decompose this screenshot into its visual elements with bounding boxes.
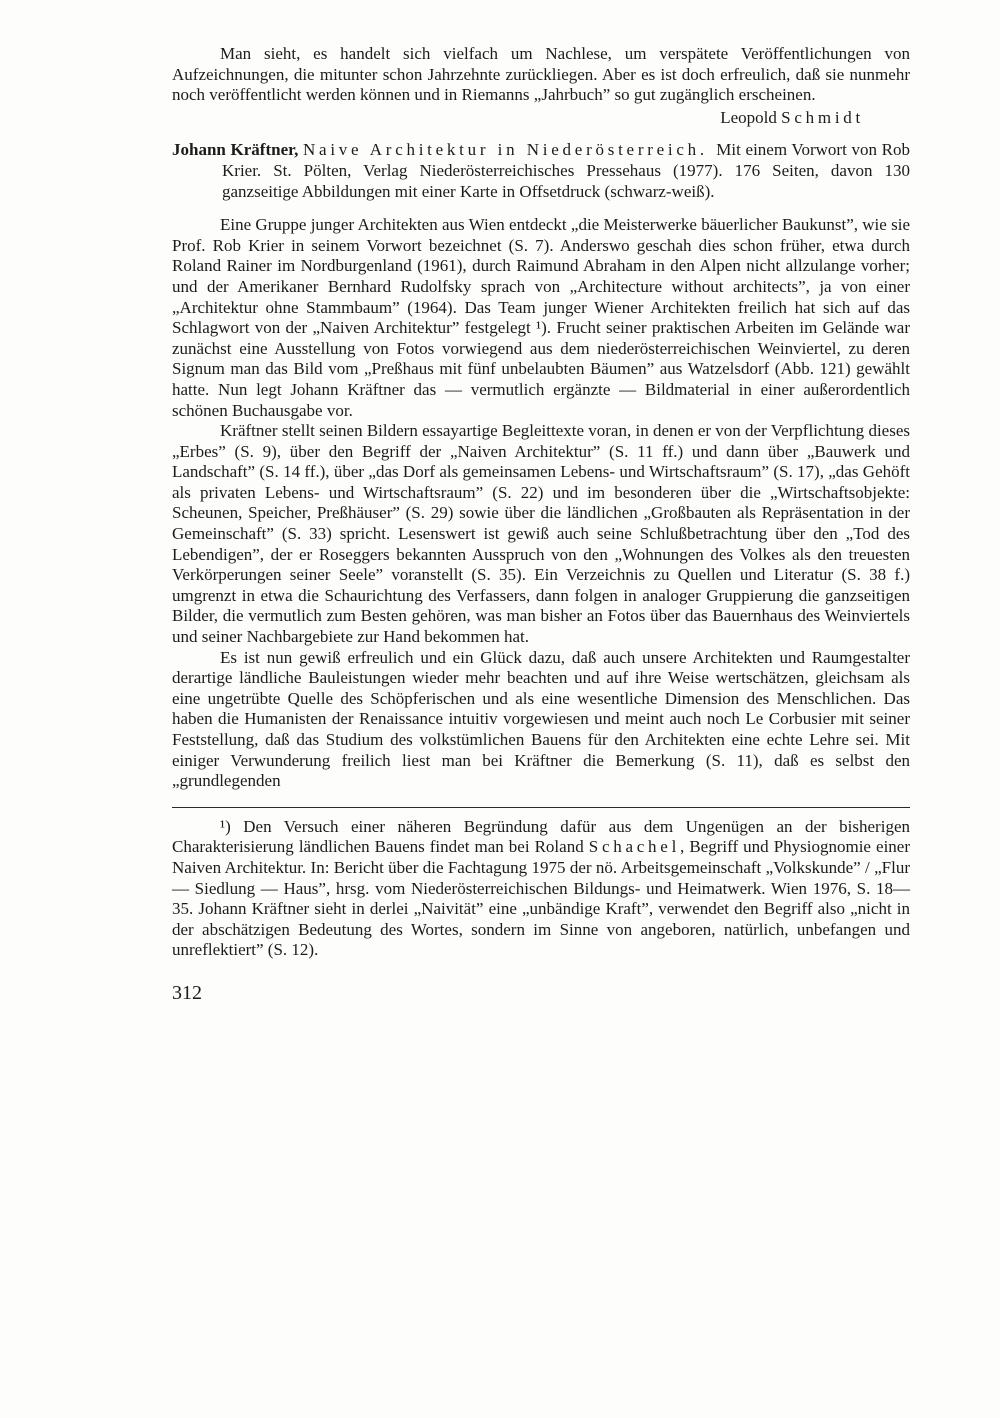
review-paragraph-2: Kräftner stellt seinen Bildern essayartige Begleittexte voran, in denen er von der Verpflichtung dieses „Erbes” (S. 9), über den Begriff der „Naiven Architektur” (S. 11 ff.) und dann über „Bauwerk und Landschaft” (S. 14 ff.), über „das Dorf als gemeinsamen Lebens- und Wirtschaftsraum” (S. 17), „das Gehöft als privaten Lebens- und Wirtschaftsraum” (S. 22) und im besonderen über die „Wirtschaftsobjekte: Scheunen, Speicher, Preßhäuser” (S. 29) sowie über die ländlichen „Großbauten als Repräsentation in der Gemeinschaft” (S. 33) spricht. Lesenswert ist gewiß auch seine Schlußbetrachtung über den „Tod des Lebendigen”, der er Roseggers bekannten Ausspruch von den „Wohnungen des Volkes als den treuesten Verkörperungen seiner Seele” voranstellt (S. 35). Ein Verzeichnis zu Quellen und Literatur (S. 38 f.) umgrenzt in etwa die Schaurichtung des Verfassers, dann folgen in analoger Gruppierung die ganzseitigen Bilder, die vermutlich zum Besten gehören, was man bisher an Fotos über das Bauernhaus des Weinviertels und seiner Nachbargebiete zur Hand bekommen hat. (172, 421, 910, 647)
review-paragraph-3: Es ist nun gewiß erfreulich und ein Glück dazu, daß auch unsere Architekten und Raumgestalter derartige ländliche Bauleistungen wieder mehr beachten und auf ihre Weise wertschätzen, gleichsam als eine ungetrübte Quelle des Schöpferischen und als eine wesentliche Dimension des Menschlichen. Das haben die Humanisten der Renaissance intuitiv vorgewiesen und meint auch noch Le Corbusier mit seiner Feststellung, daß das Studium des volkstümlichen Bauens für den Architekten eine echte Lehre sei. Mit einiger Verwunderung freilich liest man bei Kräftner die Bemerkung (S. 11), daß es selbst den „grundlegenden (172, 647, 910, 791)
book-title: Naive Architektur in Niederösterreich. (303, 140, 717, 160)
reviewer-signature (172, 108, 910, 129)
signature-last-name: Schmidt (781, 107, 864, 127)
footnote-author-name: Schachel (588, 837, 681, 857)
page-number: 312 (172, 981, 202, 1004)
book-author: Johann Kräftner, (172, 140, 304, 160)
footnote-divider (172, 807, 910, 808)
book-imprint: Mit einem Vorwort von Rob Krier. St. Pölten, Verlag Niederösterreichisches Pressehaus (1977). 176 Seiten, davon 130 ganzseitige Abbildungen mit einer Karte in Offsetdruck (schwarz-weiß). (222, 140, 910, 201)
review-paragraph-1: Eine Gruppe junger Architekten aus Wien entdeckt „die Meisterwerke bäuerlicher Baukunst”, wie sie Prof. Rob Krier in seinem Vorwort bezeichnet (S. 7). Anderswo geschah dies schon früher, etwa durch Roland Rainer im Nordburgenland (1961), durch Raimund Abraham in den Alpen nicht allzulange vorher; und der Amerikaner Bernhard Rudolfsky sprach von „Architecture without architects”, ja von einer „Architektur ohne Stammbaum” (1964). Das Team junger Wiener Architekten freilich hat sich auf das Schlagwort von der „Naiven Architektur” festgelegt ¹). Frucht seiner praktischen Arbeiten im Gelände war zunächst eine Ausstellung von Fotos vorwiegend aus dem niederösterreichischen Weinviertel, zu deren Signum man das Bild vom „Preßhaus mit fünf unbelaubten Bäumen” aus Watzelsdorf (Abb. 121) gewählt hatte. Nun legt Johann Kräftner das — vermutlich ergänzte — Bildmaterial in einer außerordentlich schönen Buchausgabe vor. (172, 215, 910, 420)
footnote-1 (172, 817, 910, 961)
footnote-text-end: , Begriff und Physiognomie einer Naiven Architektur. In: Bericht über die Fachtagung 1975 der nö. Arbeitsgemeinschaft „Volkskunde” / „Flur — Siedlung — Haus”, hrsg. vom Niederösterreichischen Bildungs- und Heimatwerk. Wien 1976, S. 18—35. Johann Kräftner sieht in derlei „Naivität” eine „unbändige Kraft”, verwendet den Begriff also „nicht in der abschätzigen Bedeutung des Wortes, sondern im Sinne von angeboren, natürlich, unbefangen und unreflektiert” (S. 12). (172, 837, 911, 960)
main-text-block (172, 44, 910, 792)
review-heading (172, 140, 910, 202)
signature-first-name: Leopold (720, 107, 782, 127)
footnote-text-start: ¹) Den Versuch einer näheren Begründung dafür aus dem Ungenügen an der bisherigen Charakterisierung ländlichen Bauens findet man bei Roland (172, 816, 910, 857)
intro-paragraph: Man sieht, es handelt sich vielfach um Nachlese, um verspätete Veröffentlichungen von Aufzeichnungen, die mitunter schon Jahrzehnte zurückliegen. Aber es ist doch erfreulich, daß sie nunmehr noch veröffentlicht werden können und in Riemanns „Jahrbuch” so gut zugänglich erscheinen. (172, 44, 910, 105)
